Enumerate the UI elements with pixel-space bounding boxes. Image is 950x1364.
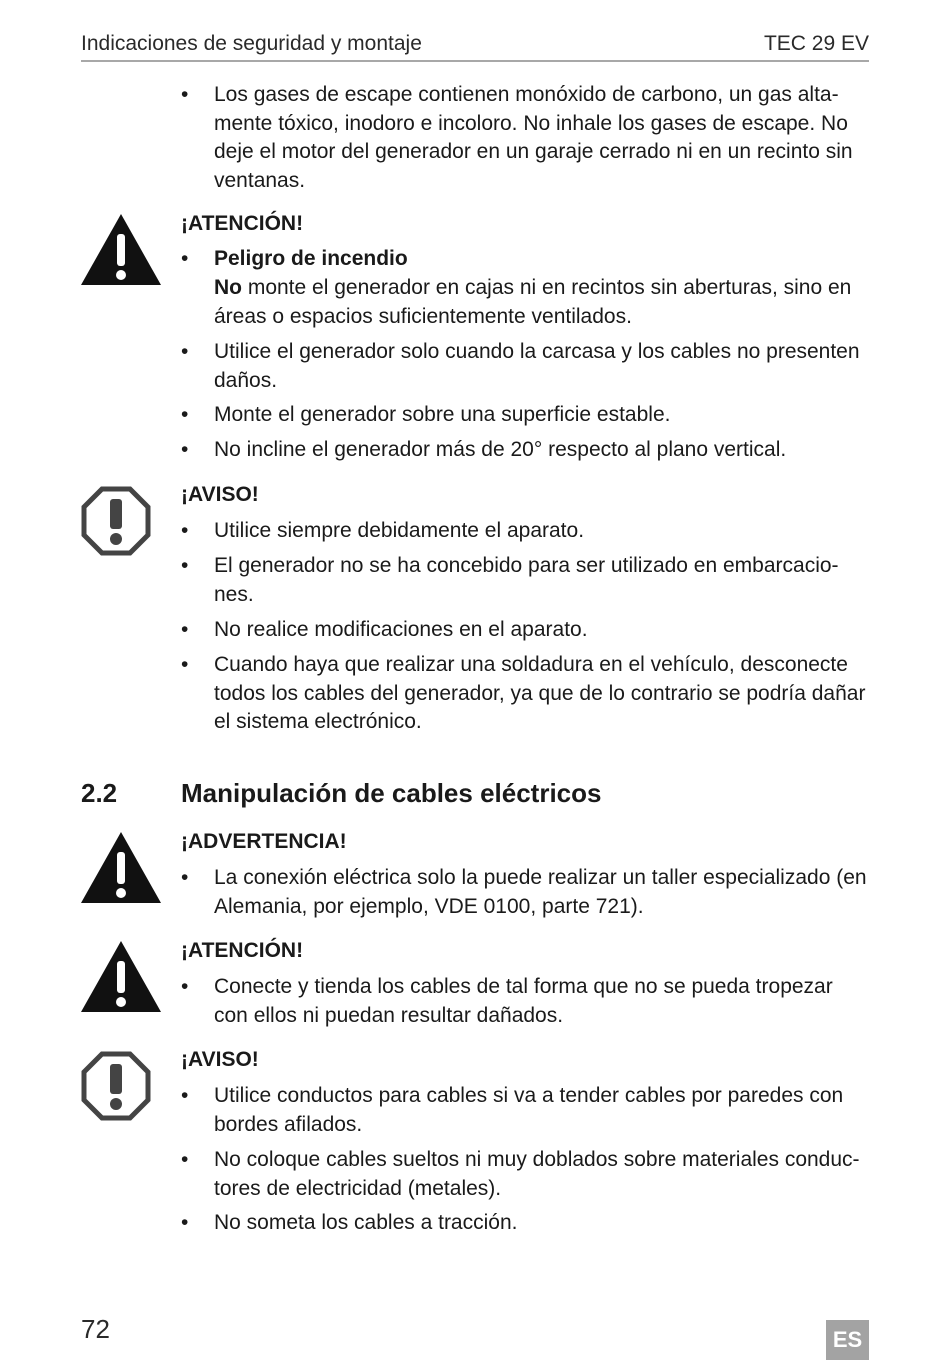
warning-triangle-icon [81,832,161,903]
bullet-icon: • [181,1084,189,1107]
list-item: La conexión eléctrica solo la puede realizar un taller especializado (en Alemania, por ejemplo, VDE 0100, parte 721). [214,866,867,918]
list-item: El generador no se ha concebido para ser utilizado en embarcacio-nes. [214,554,839,606]
bullet-icon: • [181,340,189,363]
bullet-icon: • [181,83,189,106]
bullet-icon: • [181,247,189,270]
page-number: 72 [81,1314,110,1344]
notice-octagon-icon [81,1051,151,1121]
list-item: Utilice siempre debidamente el aparato. [214,519,585,542]
list-item: Cuando haya que realizar una soldadura en el vehículo, desconecte todos los cables del generador, ya que de lo contrario se podría dañar el sistema electrónico. [214,653,866,733]
fire-danger-body: monte el generador en cajas ni en recintos sin aberturas, sino en áreas o espacios suficientemente ventilados. [214,276,852,328]
warning-triangle-icon [81,214,161,285]
list-item: Monte el generador sobre una superficie estable. [214,403,671,426]
attention-label: ¡ATENCIÓN! [181,939,304,962]
header-section-title: Indicaciones de seguridad y montaje [81,32,422,55]
bullet-icon: • [181,618,189,641]
page-header [81,30,869,62]
notice-label: ¡AVISO! [181,483,259,506]
list-item: Conecte y tienda los cables de tal forma que no se pueda tropezar con ellos ni puedan resultar dañados. [214,975,833,1027]
bullet-icon: • [181,438,189,461]
bullet-icon: • [181,554,189,577]
warning-triangle-icon [81,941,161,1012]
attention-label: ¡ATENCIÓN! [181,212,304,235]
list-item: No someta los cables a tracción. [214,1211,518,1234]
list-item: Utilice el generador solo cuando la carcasa y los cables no presenten daños. [214,340,860,392]
notice-label: ¡AVISO! [181,1048,259,1071]
warning-label: ¡ADVERTENCIA! [181,830,347,853]
fire-danger-title: Peligro de incendio [214,247,408,270]
section-title: Manipulación de cables eléctricos [181,778,602,808]
bullet-icon: • [181,1148,189,1171]
bullet-icon: • [181,403,189,426]
notice-octagon-icon [81,486,151,556]
header-model: TEC 29 EV [763,32,869,55]
bullet-icon: • [181,1211,189,1234]
bullet-icon: • [181,519,189,542]
language-badge: ES [826,1320,869,1360]
list-item: No incline el generador más de 20° respecto al plano vertical. [214,438,787,461]
bullet-icon: • [181,866,189,889]
bullet-icon: • [181,653,189,676]
section-number: 2.2 [81,778,118,808]
list-item: No realice modificaciones en el aparato. [214,618,588,641]
intro-bullet-text: Los gases de escape contienen monóxido de carbono, un gas alta-mente tóxico, inodoro e incoloro. No inhale los gases de escape. No deje el motor del generador en un garaje cerrado ni en un recinto sin ventanas. [214,83,853,192]
list-item: Utilice conductos para cables si va a tender cables por paredes con bordes afilados. [214,1084,844,1136]
bullet-icon: • [181,975,189,998]
fire-danger-text [214,274,872,331]
fire-danger-no: No [214,276,242,299]
list-item: No coloque cables sueltos ni muy doblados sobre materiales conduc-tores de electricidad (metales). [214,1148,860,1200]
